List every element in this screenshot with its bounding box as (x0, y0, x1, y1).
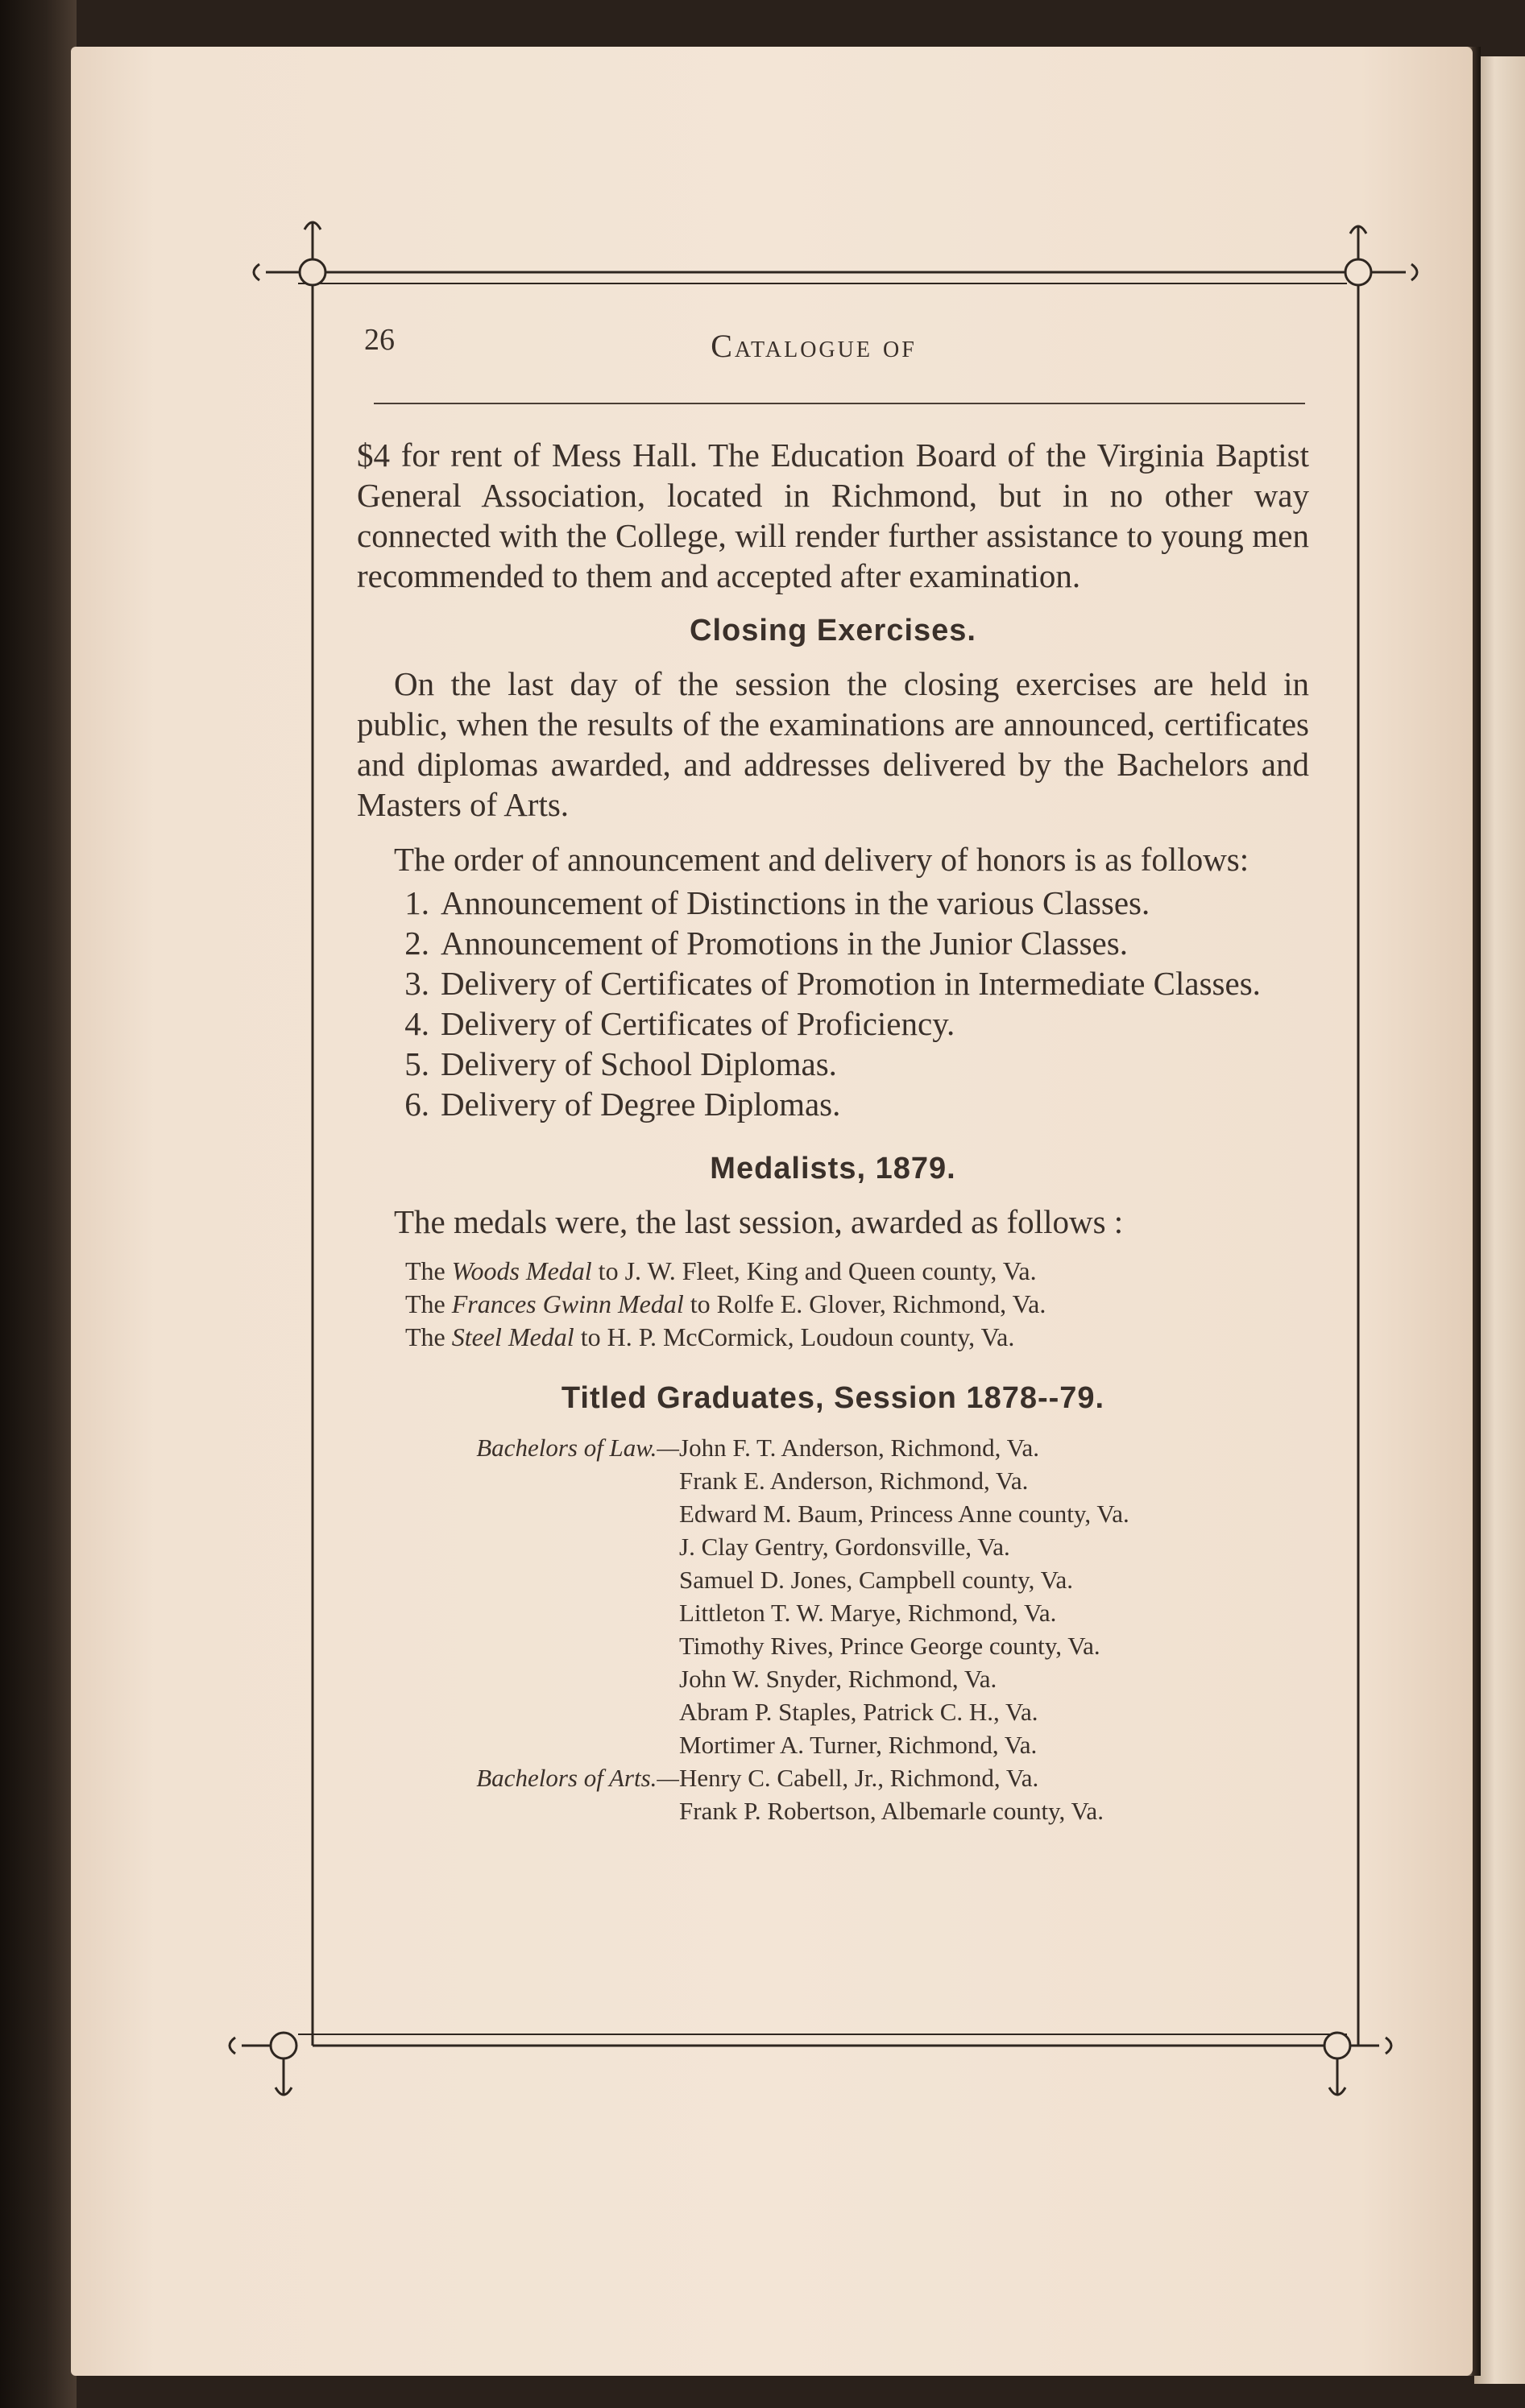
list-item: 5. Delivery of School Diplomas. (404, 1045, 837, 1082)
page-header (322, 322, 1305, 387)
medal-line: The Frances Gwinn Medal to Rolfe E. Glover, Richmond, Va. (405, 1289, 1046, 1318)
closing-exercises-heading: Closing Exercises. (690, 614, 976, 648)
page-number: 26 (364, 323, 395, 357)
graduate-row: Abram P. Staples, Patrick C. H., Va. (679, 1698, 1038, 1726)
graduate-row: Bachelors of Arts.— Henry C. Cabell, Jr., Richmond, Va. (476, 1764, 1039, 1792)
honors-order-list (357, 883, 1309, 1124)
graduate-row: Mortimer A. Turner, Richmond, Va. (679, 1731, 1038, 1759)
graduate-row: John W. Snyder, Richmond, Va. (679, 1665, 997, 1693)
intro-paragraph: $4 for rent of Mess Hall. The Education Board of the Virginia Baptist General Association, located in Richmond, but in no other way connected with the College, will render further assistance to young men recommended to them and accepted after examination. (357, 437, 1309, 594)
graduate-row: Timothy Rives, Prince George county, Va. (679, 1632, 1100, 1660)
running-title: Catalogue of (711, 328, 917, 364)
medal-line: The Steel Medal to H. P. McCormick, Loudoun county, Va. (405, 1322, 1015, 1351)
medalists-heading: Medalists, 1879. (710, 1152, 956, 1185)
corner-ornament-bottom-left (230, 2033, 296, 2095)
corner-ornament-top-right (1345, 225, 1417, 285)
medal-line: The Woods Medal to J. W. Fleet, King and Queen county, Va. (405, 1256, 1037, 1285)
list-item: 6. Delivery of Degree Diplomas. (404, 1086, 841, 1123)
graduate-row: J. Clay Gentry, Gordonsville, Va. (679, 1533, 1010, 1561)
graduate-row: Samuel D. Jones, Campbell county, Va. (679, 1566, 1074, 1594)
list-item: 4. Delivery of Certificates of Proficiency. (404, 1005, 955, 1042)
graduate-row: Frank P. Robertson, Albemarle county, Va. (679, 1797, 1104, 1825)
medalists-intro: The medals were, the last session, awarded as follows : (394, 1203, 1124, 1240)
graduates-heading: Titled Graduates, Session 1878--79. (561, 1381, 1105, 1415)
closing-paragraph-2: The order of announcement and delivery of honors is as follows: (394, 841, 1249, 878)
list-item: 3. Delivery of Certificates of Promotion in Intermediate Classes. (404, 965, 1261, 1002)
list-item: 2. Announcement of Promotions in the Junior Classes. (404, 925, 1128, 962)
closing-paragraph-1: On the last day of the session the closing exercises are held in public, when the results of the examinations are announced, certificates and diplomas awarded, and addresses delivered by the Bachelors and Masters of Arts. (357, 665, 1309, 823)
list-item: 1. Announcement of Distinctions in the various Classes. (404, 884, 1150, 921)
graduates-list (357, 1431, 1309, 1827)
corner-ornament-top-left (254, 221, 325, 285)
graduate-row: Frank E. Anderson, Richmond, Va. (679, 1467, 1029, 1495)
graduate-row: Bachelors of Law.— John F. T. Anderson, Richmond, Va. (476, 1434, 1040, 1462)
header-rule (374, 403, 1305, 404)
graduate-row: Edward M. Baum, Princess Anne county, Va. (679, 1500, 1129, 1528)
graduate-row: Littleton T. W. Marye, Richmond, Va. (679, 1599, 1057, 1627)
page-body (357, 435, 1309, 1827)
